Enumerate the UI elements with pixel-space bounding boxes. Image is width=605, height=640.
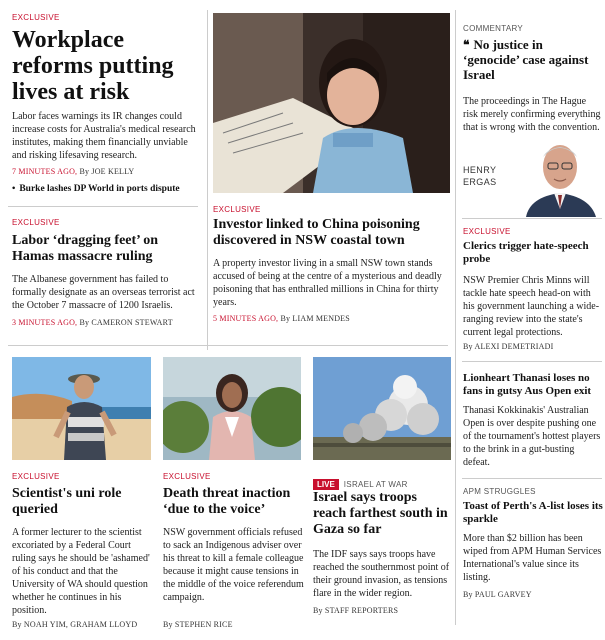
israel-photo-image [313,357,451,460]
death-kicker: EXCLUSIVE [163,472,211,481]
apm-headline[interactable]: Toast of Perth's A-list loses its sparkle [463,500,603,525]
live-badge: LIVE [313,479,339,490]
author-first-name: HENRY [463,165,497,175]
story2-headline[interactable]: Labor ‘dragging feet’ on Hamas massacre ruling [12,233,159,265]
death-headline[interactable]: Death threat inaction ‘due to the voice’ [163,486,291,518]
story2-summary: The Albanese government has failed to formally designate as an overseas terrorist act the October 7 massacre of 1200 Israelis. [12,274,195,311]
feature-headline[interactable]: Investor linked to China poisoning discovered in NSW coastal town [213,217,420,249]
scientist-photo-image [12,357,151,460]
clerics-summary: NSW Premier Chris Minns will tackle hate speech head-on with his government launching a wide-ranging review into the state's current legal protections. [463,275,600,338]
commentary-headline[interactable]: No justice in ‘genocide’ case against Israel [463,37,589,82]
feature-summary: A property investor living in a small NSW town stands accused of being at the centre of a mysterious and deadly poisoning that has enthralled millions in China for thirty years. [213,258,442,308]
quote-icon: ❝ [463,38,470,52]
commentary-summary: The proceedings in The Hague risk merely confirming everything that is wrong with the convention. [463,96,601,133]
column-rule [455,10,456,625]
scientist-headline[interactable]: Scientist's uni role queried [12,486,122,518]
divider [462,361,602,362]
commentary-author[interactable] [463,165,497,188]
author-last-name: ERGAS [463,176,497,187]
column-rule [207,10,208,350]
scientist-summary: A former lecturer to the scientist excoriated by a Federal Court ruling says he should be 'ashamed' of his conduct and that the University of WA should question whether he continues in his position. [12,527,150,616]
bullet-icon: • [12,184,16,194]
clerics-kicker: EXCLUSIVE [463,227,511,236]
lead-author[interactable]: By JOE KELLY [79,167,135,176]
death-photo[interactable] [163,357,301,460]
commentary-kicker: COMMENTARY [463,24,524,33]
story2-time: 3 MINUTES AGO, [12,318,78,327]
lead-summary: Labor faces warnings its IR changes could increase costs for Australia's medical research institutes, making them financially unviable and risking lifesaving research. [12,111,196,161]
thanasi-headline[interactable]: Lionheart Thanasi loses no fans in gutsy Aus Open exit [463,372,592,397]
lead-headline[interactable]: Workplace reforms putting lives at risk [12,27,174,105]
story2-kicker: EXCLUSIVE [12,218,60,227]
lead-byline [12,167,134,176]
thanasi-summary: Thanasi Kokkinakis' Australian Open is over despite pushing one of the tournament's hottest players to the brink in a gut-busting defeat. [463,405,601,468]
author-headshot [518,135,602,217]
apm-summary: More than $2 billion has been wiped from APM Human Services International's value since its listing. [463,533,602,583]
author-headshot-image [518,135,602,217]
lead-time: 7 MINUTES AGO, [12,167,78,176]
feature-time: 5 MINUTES AGO, [213,314,279,323]
feature-photo[interactable] [213,13,450,193]
divider [462,218,602,219]
israel-headline[interactable]: Israel says troops reach farthest south in Gaza so far [313,490,448,538]
scientist-photo[interactable] [12,357,151,460]
story2-author[interactable]: By CAMERON STEWART [79,318,173,327]
israel-summary: The IDF says says troops have reached the southernmost point of their ground invasion, as tensions flare in the wider region. [313,549,450,599]
feature-byline [213,314,350,323]
clerics-headline[interactable]: Clerics trigger hate-speech probe [463,240,589,265]
lead-kicker: EXCLUSIVE [12,13,60,22]
divider [8,345,448,346]
israel-kicker[interactable]: ISRAEL AT WAR [343,480,408,489]
israel-byline[interactable]: By STAFF REPORTERS [313,606,399,615]
apm-byline[interactable]: By PAUL GARVEY [463,590,532,599]
scientist-kicker: EXCLUSIVE [12,472,60,481]
clerics-byline[interactable]: By ALEXI DEMETRIADI [463,342,554,351]
feature-author[interactable]: By LIAM MENDES [280,314,350,323]
death-byline[interactable]: By STEPHEN RICE [163,620,233,629]
apm-kicker: APM STRUGGLES [463,487,536,496]
related-link-label[interactable]: Burke lashes DP World in ports dispute [19,184,180,194]
feature-photo-image [213,13,450,193]
scientist-byline[interactable]: By NOAH YIM, GRAHAM LLOYD [12,620,138,629]
commentary-headline-wrap[interactable] [463,38,601,83]
related-link[interactable] [12,184,180,194]
death-photo-image [163,357,301,460]
death-summary: NSW government officials refused to sack an Indigenous adviser over his threat to kill a female colleague because it might cause tensions in the middle of the voice referendum campaign. [163,527,304,603]
israel-photo[interactable] [313,357,451,460]
divider [8,206,198,207]
story2-byline [12,318,173,327]
feature-kicker: EXCLUSIVE [213,205,261,214]
divider [462,478,602,479]
